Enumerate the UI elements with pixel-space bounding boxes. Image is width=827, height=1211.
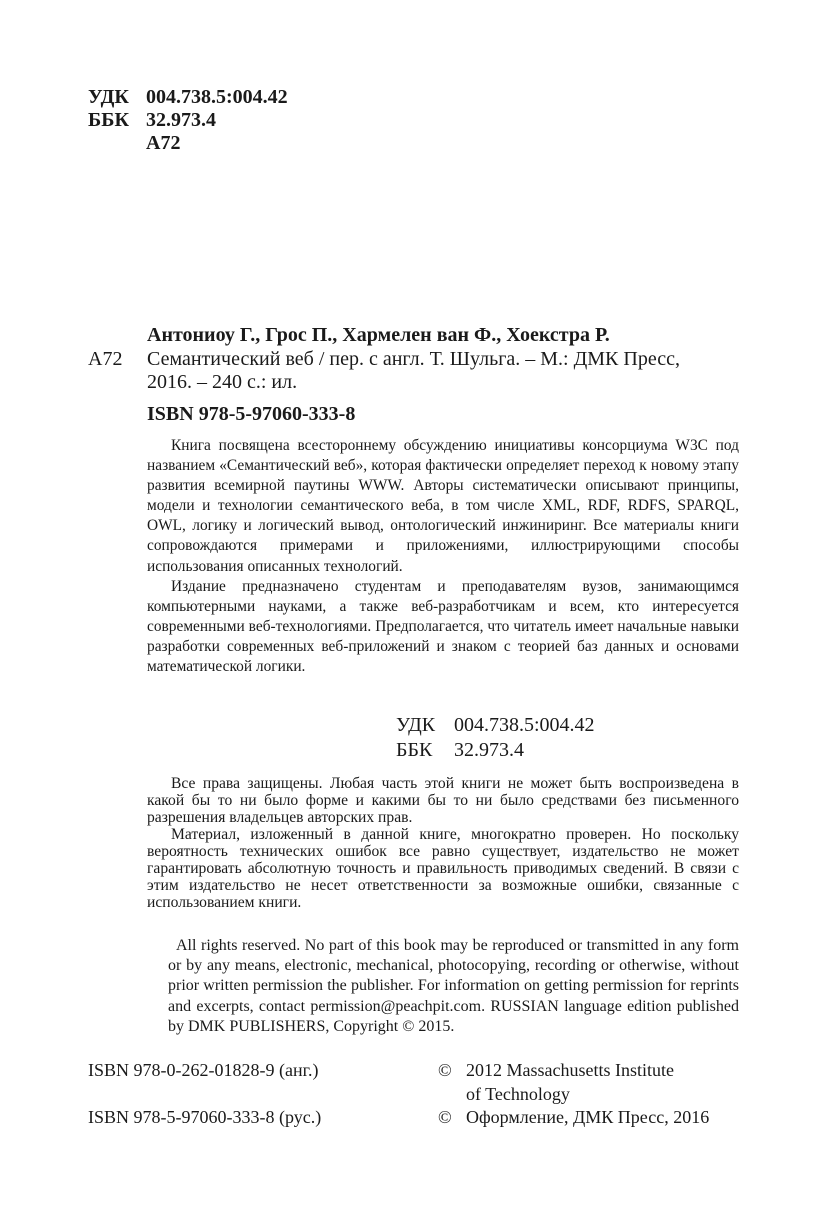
copyright-mit-line-1: 2012 Massachusetts Institute [466, 1060, 674, 1080]
rights-en-paragraph: All rights reserved. No part of this book may be reproduced or transmitted in any form or by any means, electronic, mechanical, photocopying, recording or otherwise, without prior written permission the publisher. For information on getting permission for reprints and excerpts, contact permission@peachpit.com. RUSSIAN language edition published by DMK PUBLISHERS, Copyright © 2015. [168, 937, 739, 1035]
udk-value-2: 004.738.5:004.42 [454, 714, 595, 736]
rights-ru-paragraph-2: Материал, изложенный в данной книге, многократно проверен. Но поскольку вероятность технических ошибок все равно существует, издательство не может гарантировать абсолютную точность и правильность приводимых сведений. В связи с этим издательство не несет ответственности за возможные ошибки, связанные с использованием книги. [147, 826, 739, 911]
copyright-symbol-2: © [438, 1107, 452, 1127]
copyright-symbol: © [438, 1060, 452, 1080]
udk-row-2 [396, 713, 595, 738]
author-code: А72 [146, 132, 181, 154]
annotation-paragraph-2: Издание предназначено студентам и преподавателям вузов, занимающимся компьютерными науками, а также веб-разработчикам и всем, кто интересуется современными веб-технологиями. Предполагается, что читатель имеет начальные навыки разработки современных веб-приложений и знаком с теорией баз данных и основами математической логики. [147, 577, 739, 676]
bbk-value: 32.973.4 [146, 109, 216, 131]
classification-block [88, 86, 288, 155]
annotation-paragraph-1: Книга посвящена всестороннему обсуждению инициативы консорциума W3C под названием «Семантический веб», которая фактически определяет переход к новому этапу развития всемирной паутины WWW. Авторы систематически описывают принципы, модели и технологии семантического веба, в том числе XML, RDF, RDFS, SPARQL, OWL, логику и логический вывод, онтологический инжиниринг. Все материалы книги сопровождаются примерами и приложениями, иллюстрирующими способы использования описанных технологий. [147, 437, 739, 575]
udk-row [88, 86, 288, 109]
title-line-2: 2016. – 240 с.: ил. [147, 371, 298, 393]
author-code-row [88, 132, 288, 155]
bbk-label-2: ББК [396, 739, 433, 761]
copyright-mit [438, 1058, 674, 1106]
rights-notice-en [168, 936, 739, 1037]
title-line-1: Семантический веб / пер. с англ. Т. Шульга. – М.: ДМК Пресс, [147, 348, 680, 370]
rights-notice-ru [147, 775, 739, 911]
bbk-label: ББК [88, 109, 129, 131]
udk-value: 004.738.5:004.42 [146, 86, 288, 108]
bbk-row-2 [396, 738, 595, 763]
isbn-en: ISBN 978-0-262-01828-9 (анг.) [88, 1060, 319, 1080]
isbn-main: ISBN 978-5-97060-333-8 [147, 403, 356, 425]
rights-ru-paragraph-1: Все права защищены. Любая часть этой книги не может быть воспроизведена в какой бы то ни было форме и какими бы то ни было средствами без письменного разрешения владельцев авторских прав. [147, 775, 739, 826]
bbk-row [88, 109, 288, 132]
bibliography-code: А72 [88, 348, 123, 370]
udk-label-2: УДК [396, 714, 436, 736]
classification-block-2 [396, 713, 595, 763]
copyright-dmk-text: Оформление, ДМК Пресс, 2016 [466, 1107, 710, 1127]
bbk-value-2: 32.973.4 [454, 739, 524, 761]
copyright-dmk [438, 1105, 709, 1129]
bibliography-title [147, 348, 680, 394]
annotation [147, 436, 739, 677]
udk-label: УДК [88, 86, 129, 108]
copyright-mit-line-2: of Technology [466, 1084, 570, 1104]
authors: Антониоу Г., Грос П., Хармелен ван Ф., Хоекстра Р. [147, 324, 610, 346]
isbn-ru: ISBN 978-5-97060-333-8 (рус.) [88, 1107, 322, 1127]
